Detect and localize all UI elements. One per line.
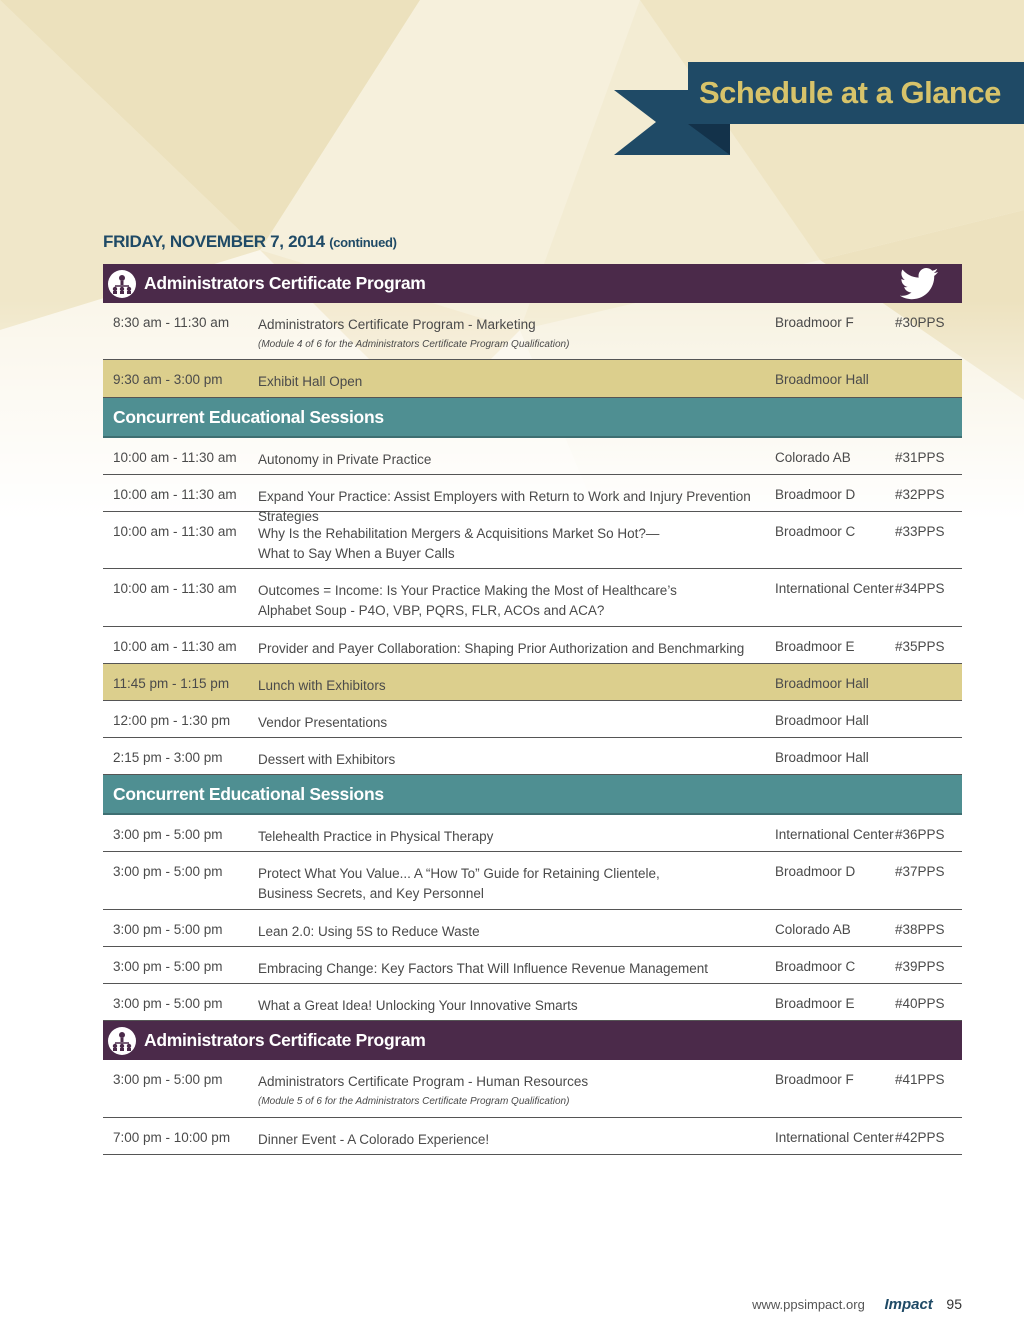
session-title-line: Telehealth Practice in Physical Therapy [258, 829, 494, 844]
session-time: 10:00 am - 11:30 am [113, 639, 237, 654]
session-title-line: Protect What You Value... A “How To” Guide for Retaining Clientele, [258, 866, 660, 881]
session-time: 12:00 pm - 1:30 pm [113, 713, 231, 728]
session-hashtag [895, 750, 962, 774]
session-title [258, 581, 775, 626]
session-title [258, 524, 775, 568]
session-title [258, 922, 775, 946]
schedule-row [103, 360, 962, 398]
session-time: 9:30 am - 3:00 pm [113, 372, 223, 387]
schedule-row [103, 1118, 962, 1155]
session-title [258, 827, 775, 851]
schedule-row [103, 815, 962, 852]
session-location: Broadmoor D [775, 864, 856, 879]
session-time: 3:00 pm - 5:00 pm [113, 827, 223, 842]
session-location: Broadmoor D [775, 487, 856, 502]
banner-title: Schedule at a Glance [688, 62, 1024, 124]
session-location: International Center [775, 1130, 894, 1145]
session-time: 3:00 pm - 5:00 pm [113, 864, 223, 879]
session-location: Broadmoor Hall [775, 713, 869, 728]
session-location: Colorado AB [775, 922, 851, 937]
session-time: 2:15 pm - 3:00 pm [113, 750, 223, 765]
section-title: Concurrent Educational Sessions [113, 406, 384, 427]
session-hashtag: #37PPS [895, 864, 945, 879]
session-location: Broadmoor C [775, 524, 856, 539]
session-time: 10:00 am - 11:30 am [113, 581, 237, 596]
schedule-row [103, 1060, 962, 1118]
section-title: Concurrent Educational Sessions [113, 783, 384, 804]
session-title-line: What a Great Idea! Unlocking Your Innovative Smarts [258, 998, 578, 1013]
session-title [258, 676, 775, 700]
session-hashtag [895, 676, 962, 700]
schedule-row [103, 664, 962, 701]
session-time: 3:00 pm - 5:00 pm [113, 996, 223, 1011]
twitter-bird-icon [898, 268, 940, 300]
session-title [258, 1072, 775, 1117]
schedule-row [103, 303, 962, 360]
session-location: Broadmoor Hall [775, 372, 869, 387]
session-title [258, 487, 775, 524]
day-continued-note: (continued) [329, 235, 397, 250]
session-hashtag: #36PPS [895, 827, 945, 842]
session-title [258, 713, 775, 737]
session-title [258, 315, 775, 359]
session-title [258, 1130, 775, 1154]
session-hashtag: #32PPS [895, 487, 945, 502]
session-title-line: Exhibit Hall Open [258, 374, 363, 389]
session-time: 3:00 pm - 5:00 pm [113, 922, 223, 937]
session-time: 10:00 am - 11:30 am [113, 487, 237, 502]
session-title [258, 639, 775, 663]
session-time: 10:00 am - 11:30 am [113, 524, 237, 539]
session-location: Broadmoor C [775, 959, 856, 974]
session-location: International Center [775, 827, 894, 842]
schedule-row [103, 627, 962, 664]
session-hashtag: #34PPS [895, 581, 945, 596]
session-hashtag: #39PPS [895, 959, 945, 974]
session-title [258, 996, 775, 1020]
session-title-line: Lean 2.0: Using 5S to Reduce Waste [258, 924, 480, 939]
session-title-line: Provider and Payer Collaboration: Shaping Prior Authorization and Benchmarking [258, 641, 745, 656]
session-hashtag: #35PPS [895, 639, 945, 654]
page-number: 95 [946, 1296, 962, 1312]
session-hashtag [895, 372, 962, 397]
session-hashtag: #41PPS [895, 1072, 945, 1087]
footer-brand: Impact [884, 1296, 933, 1313]
section-header [103, 1021, 962, 1060]
day-heading [103, 232, 397, 252]
schedule-row [103, 475, 962, 524]
section-header [103, 398, 962, 438]
session-note: (Module 4 of 6 for the Administrators Certificate Program Qualification) [258, 339, 570, 350]
schedule-table [103, 264, 962, 1155]
session-hashtag: #38PPS [895, 922, 945, 937]
session-title-line: Dinner Event - A Colorado Experience! [258, 1132, 490, 1147]
people-network-icon [108, 1027, 136, 1055]
section-title: Administrators Certificate Program [144, 273, 426, 293]
people-network-icon [108, 270, 136, 298]
session-title [258, 864, 775, 909]
schedule-row [103, 947, 962, 984]
page-footer [0, 1296, 962, 1313]
session-location: Broadmoor E [775, 996, 855, 1011]
session-hashtag: #42PPS [895, 1130, 945, 1145]
footer-url: www.ppsimpact.org [752, 1297, 865, 1312]
session-time: 3:00 pm - 5:00 pm [113, 1072, 223, 1087]
session-title-line: Outcomes = Income: Is Your Practice Making the Most of Healthcare’s [258, 583, 677, 598]
session-title-line: Expand Your Practice: Assist Employers with Return to Work and Injury Prevention Strategies [258, 489, 751, 524]
section-title: Administrators Certificate Program [144, 1030, 426, 1050]
schedule-row [103, 569, 962, 627]
section-header [103, 775, 962, 815]
session-title [258, 450, 775, 474]
session-time: 7:00 pm - 10:00 pm [113, 1130, 231, 1145]
session-title-line: Administrators Certificate Program - Marketing [258, 317, 536, 332]
session-hashtag: #33PPS [895, 524, 945, 539]
session-hashtag: #40PPS [895, 996, 945, 1011]
session-title-line: Dessert with Exhibitors [258, 752, 396, 767]
session-time: 3:00 pm - 5:00 pm [113, 959, 223, 974]
session-title [258, 959, 775, 983]
schedule-row [103, 701, 962, 738]
session-title-line: Autonomy in Private Practice [258, 452, 432, 467]
session-title [258, 750, 775, 774]
session-hashtag: #30PPS [895, 315, 945, 330]
session-location: Colorado AB [775, 450, 851, 465]
schedule-row [103, 984, 962, 1021]
schedule-row [103, 738, 962, 775]
session-title-line: Lunch with Exhibitors [258, 678, 386, 693]
session-time: 8:30 am - 11:30 am [113, 315, 230, 330]
session-location: International Center [775, 581, 894, 596]
session-location: Broadmoor F [775, 1072, 854, 1087]
session-title-line: Embracing Change: Key Factors That Will Influence Revenue Management [258, 961, 708, 976]
session-title-line: Business Secrets, and Key Personnel [258, 886, 484, 901]
session-time: 11:45 pm - 1:15 pm [113, 676, 230, 691]
session-title-line: Administrators Certificate Program - Human Resources [258, 1074, 589, 1089]
session-hashtag [895, 713, 962, 737]
schedule-row [103, 910, 962, 947]
session-title-line: Vendor Presentations [258, 715, 388, 730]
session-location: Broadmoor F [775, 315, 854, 330]
session-title-line: What to Say When a Buyer Calls [258, 546, 455, 561]
session-time: 10:00 am - 11:30 am [113, 450, 237, 465]
schedule-row [103, 852, 962, 910]
session-title-line: Alphabet Soup - P4O, VBP, PQRS, FLR, ACOs and ACA? [258, 603, 605, 618]
session-title [258, 372, 775, 397]
day-title: FRIDAY, NOVEMBER 7, 2014 [103, 232, 325, 251]
schedule-row [103, 438, 962, 475]
session-location: Broadmoor E [775, 639, 855, 654]
session-title-line: Why Is the Rehabilitation Mergers & Acquisitions Market So Hot?— [258, 526, 660, 541]
session-location: Broadmoor Hall [775, 750, 869, 765]
section-header [103, 264, 962, 303]
session-location: Broadmoor Hall [775, 676, 869, 691]
session-hashtag: #31PPS [895, 450, 945, 465]
session-note: (Module 5 of 6 for the Administrators Certificate Program Qualification) [258, 1096, 570, 1107]
